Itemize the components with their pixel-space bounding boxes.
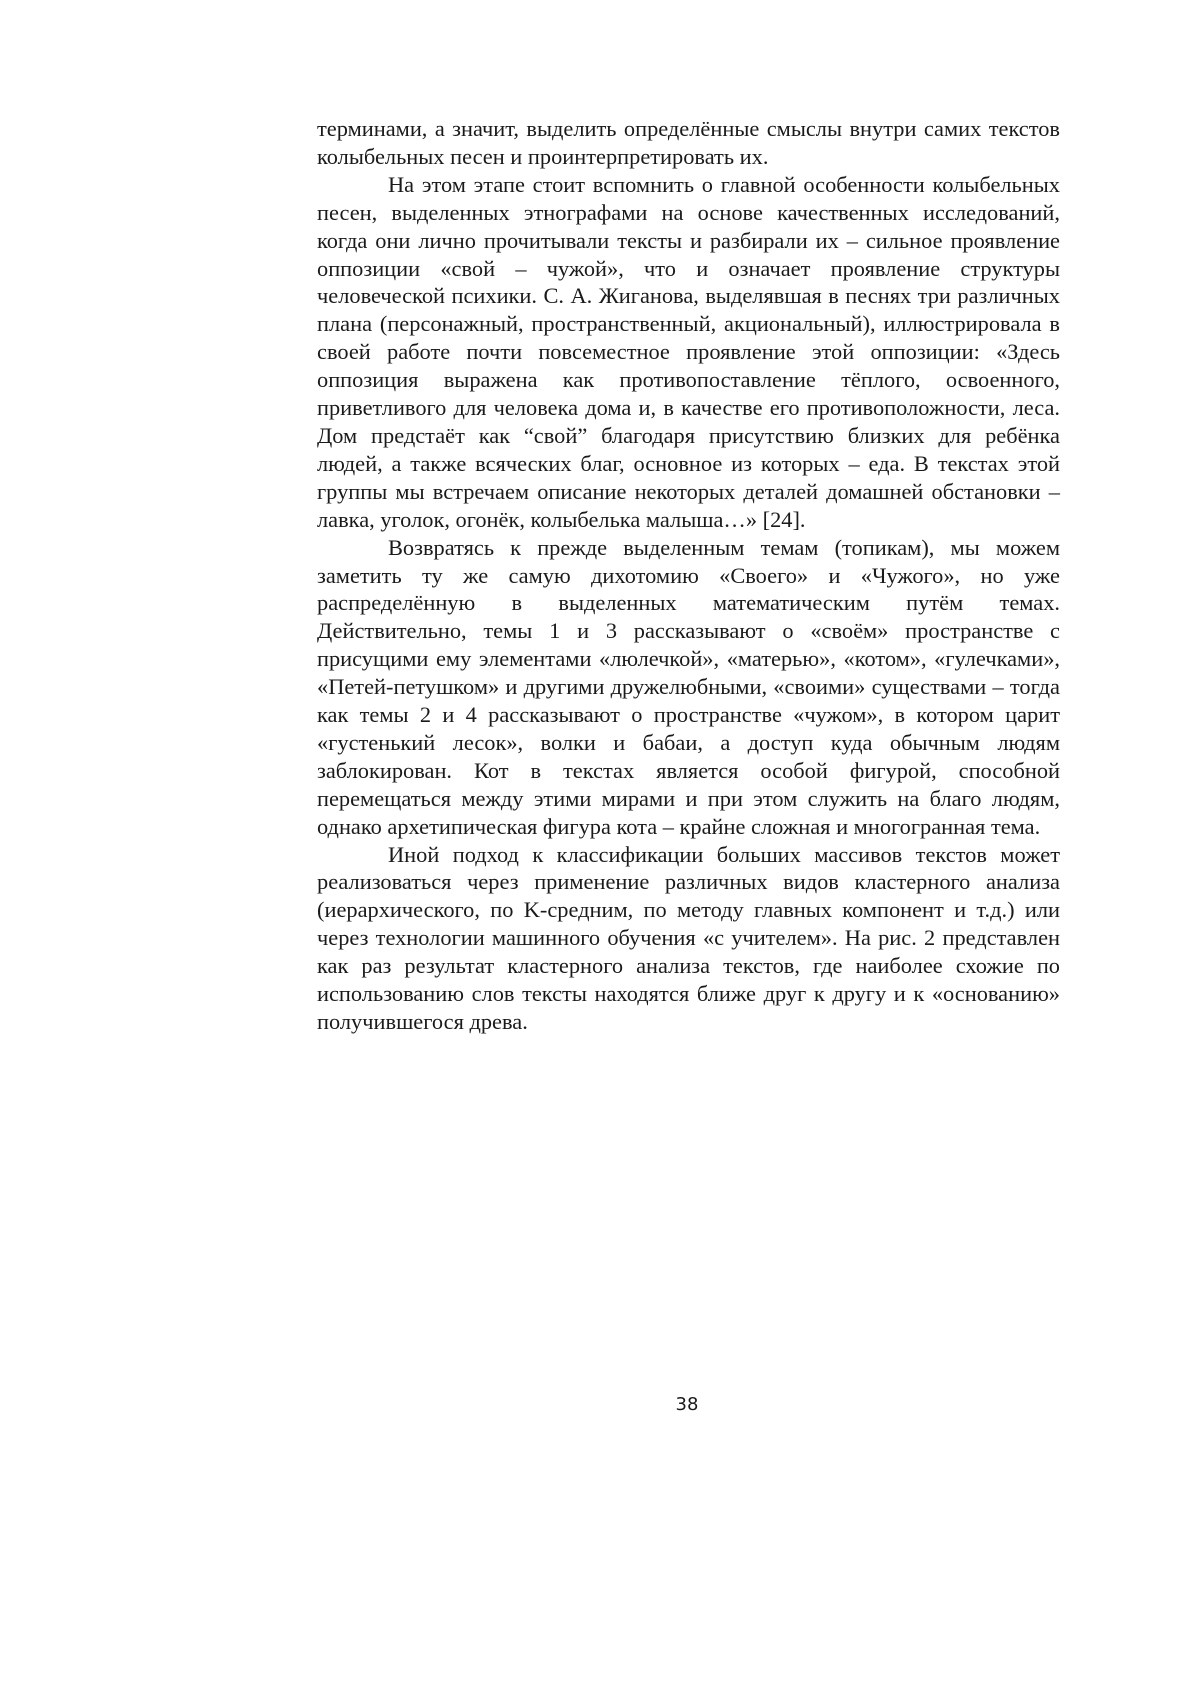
body-text	[317, 115, 1060, 1036]
paragraph-topics: Возвратясь к прежде выделенным темам (топикам), мы можем заметить ту же самую дихотомию «Своего» и «Чужого», но уже распределённую в выделенных математическим путём темах. Действительно, темы 1 и 3 рассказывают о «своём» пространстве с присущими ему элементами «люлечкой», «матерью», «котом», «гулечками», «Петей-петушком» и другими дружелюбными, «своими» существами – тогда как темы 2 и 4 рассказывают о пространстве «чужом», в котором царит «густенький лесок», волки и бабаи, а доступ куда обычным людям заблокирован. Кот в текстах является особой фигурой, способной перемещаться между этими мирами и при этом служить на благо людям, однако архетипическая фигура кота – крайне сложная и многогранная тема.	[317, 534, 1060, 841]
paragraph-opposition: На этом этапе стоит вспомнить о главной особенности колыбельных песен, выделенных этнографами на основе качественных исследований, когда они лично прочитывали тексты и разбирали их – сильное проявление оппозиции «свой – чужой», что и означает проявление структуры человеческой психики. С. А. Жиганова, выделявшая в песнях три различных плана (персонажный, пространственный, акциональный), иллюстрировала в своей работе почти повсеместное проявление этой оппозиции: «Здесь оппозиция выражена как противопоставление тёплого, освоенного, приветливого для человека дома и, в качестве его противоположности, леса. Дом предстаёт как “свой” благодаря присутствию близких для ребёнка людей, а также всяческих благ, основное из которых – еда. В текстах этой группы мы встречаем описание некоторых деталей домашней обстановки – лавка, уголок, огонёк, колыбелька малыша…» [24].	[317, 171, 1060, 534]
document-page	[0, 0, 1200, 1697]
paragraph-continuation: терминами, а значит, выделить определённые смыслы внутри самих текстов колыбельных песен и проинтерпретировать их.	[317, 115, 1060, 171]
paragraph-clustering: Иной подход к классификации больших массивов текстов может реализоваться через применение различных видов кластерного анализа (иерархического, по K-средним, по методу главных компонент и т.д.) или через технологии машинного обучения «с учителем». На рис. 2 представлен как раз результат кластерного анализа текстов, где наиболее схожие по использованию слов тексты находятся ближе друг к другу и к «основанию» получившегося древа.	[317, 841, 1060, 1036]
page-number: 38	[0, 1394, 1200, 1416]
